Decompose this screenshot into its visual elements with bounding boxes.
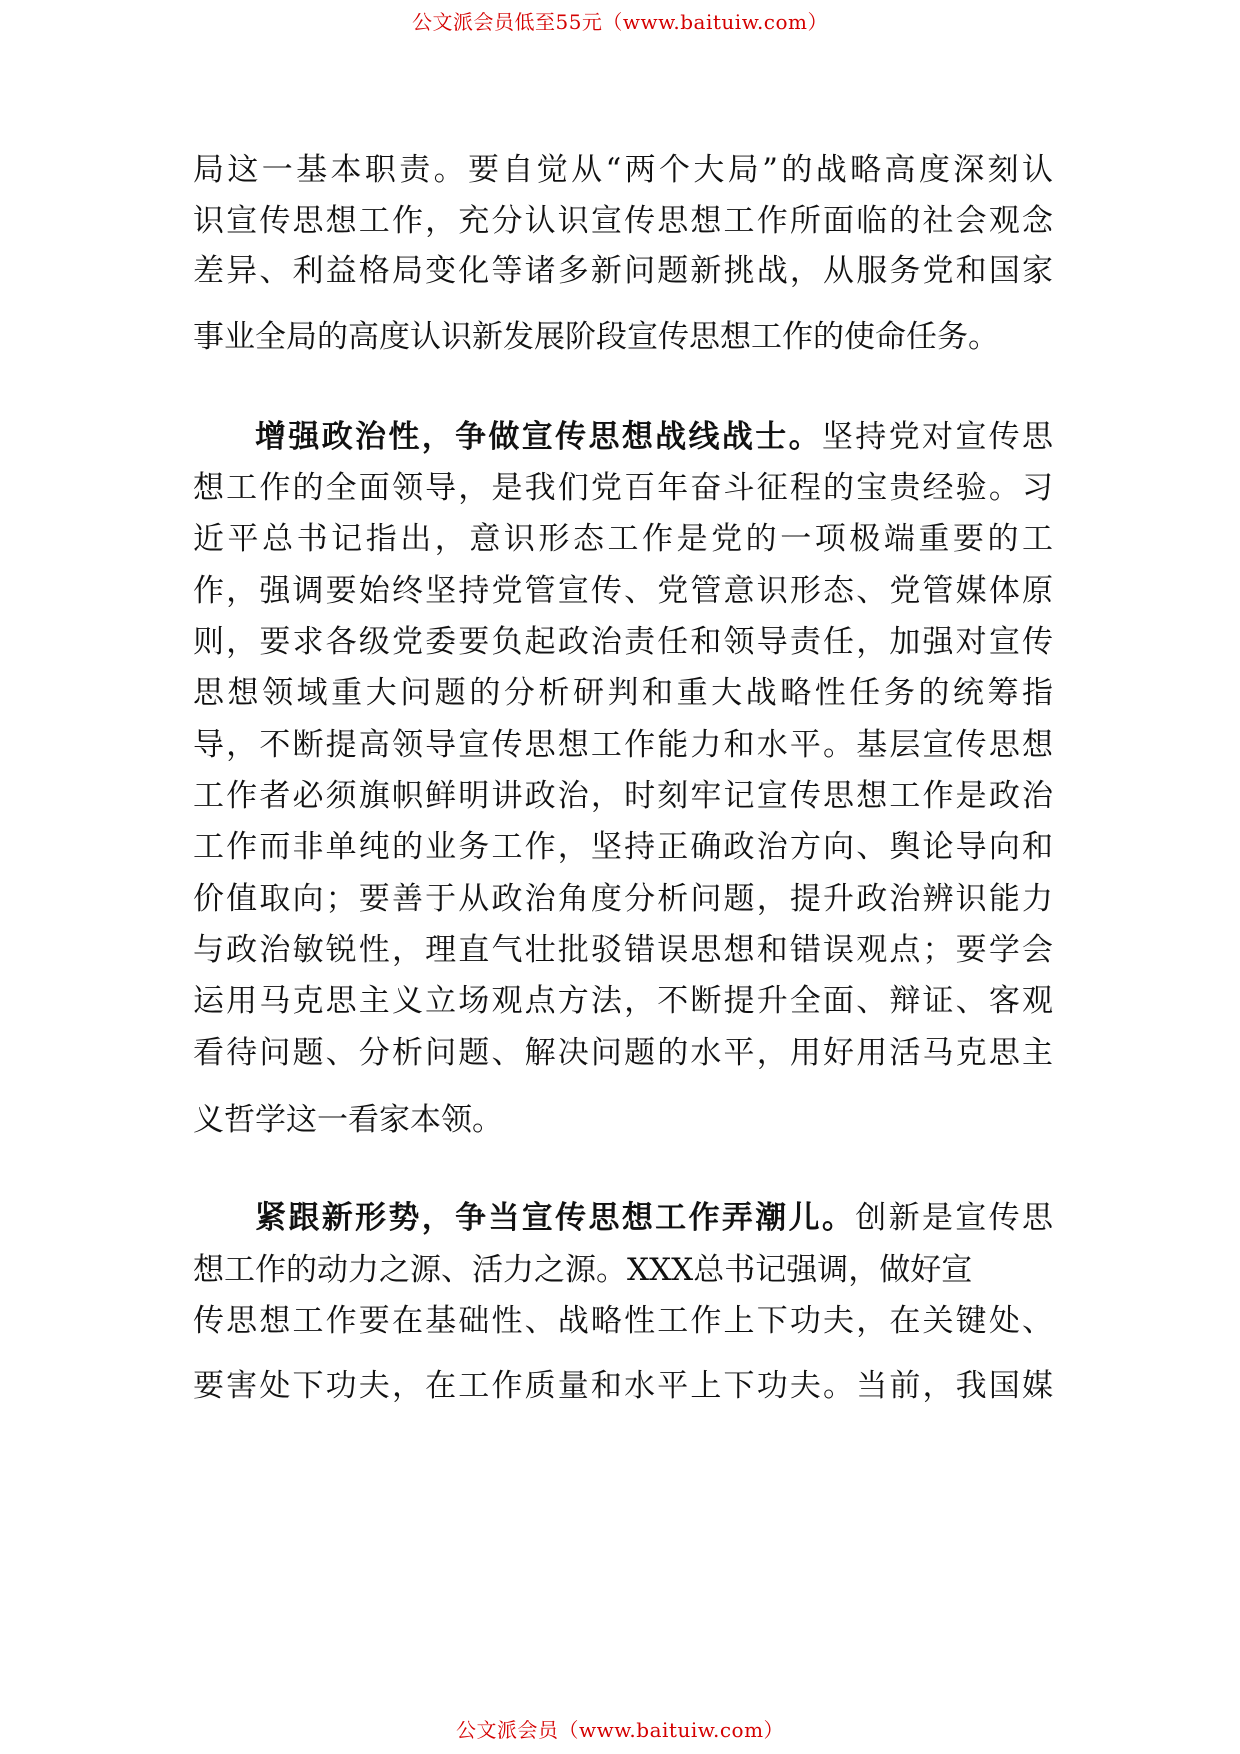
text-line: 工作而非单纯的业务工作，坚持正确政治方向、舆论导向和 bbox=[193, 829, 1053, 865]
text-line: 传思想工作要在基础性、战略性工作上下功夫，在关键处、 bbox=[193, 1303, 1053, 1339]
text-line: 义哲学这一看家本领。 bbox=[193, 1102, 503, 1138]
text-line: 工作者必须旗帜鲜明讲政治，时刻牢记宣传思想工作是政治 bbox=[193, 778, 1053, 814]
text-line: 价值取向；要善于从政治角度分析问题，提升政治辨识能力 bbox=[193, 881, 1053, 917]
text-line: 局这一基本职责。要自觉从“两个大局”的战略高度深刻认 bbox=[193, 152, 1053, 188]
text-line: 创新是宣传思 bbox=[855, 1200, 1054, 1236]
header-banner: 公文派会员低至55元（www.baituiw.com） bbox=[411, 10, 829, 34]
paragraph-heading: 增强政治性，争做宣传思想战线战士。 bbox=[255, 419, 822, 455]
footer-banner: 公文派会员（www.baituiw.com） bbox=[455, 1718, 785, 1742]
text-line: 看待问题、分析问题、解决问题的水平，用好用活马克思主 bbox=[193, 1035, 1053, 1071]
text-line: 则，要求各级党委要负起政治责任和领导责任，加强对宣传 bbox=[193, 624, 1053, 660]
text-line: 作，强调要始终坚持党管宣传、党管意识形态、党管媒体原 bbox=[193, 573, 1053, 609]
text-line: 事业全局的高度认识新发展阶段宣传思想工作的使命任务。 bbox=[193, 319, 999, 355]
text-line: 思想领域重大问题的分析研判和重大战略性任务的统筹指 bbox=[193, 675, 1053, 711]
text-line: 想工作的全面领导，是我们党百年奋斗征程的宝贵经验。习 bbox=[193, 470, 1053, 506]
paragraph-first-line bbox=[255, 417, 1053, 457]
text-line: 与政治敏锐性，理直气壮批驳错误思想和错误观点；要学会 bbox=[193, 932, 1053, 968]
paragraph-heading: 紧跟新形势，争当宣传思想工作弄潮儿。 bbox=[255, 1200, 856, 1236]
text-line: 导，不断提高领导宣传思想工作能力和水平。基层宣传思想 bbox=[193, 727, 1053, 763]
text-line: 要害处下功夫，在工作质量和水平上下功夫。当前，我国媒 bbox=[193, 1368, 1053, 1404]
text-line: 坚持党对宣传思 bbox=[821, 419, 1054, 455]
text-line: 识宣传思想工作，充分认识宣传思想工作所面临的社会观念 bbox=[193, 203, 1053, 239]
text-line: 差异、利益格局变化等诸多新问题新挑战，从服务党和国家 bbox=[193, 253, 1053, 289]
text-line: 近平总书记指出，意识形态工作是党的一项极端重要的工 bbox=[193, 521, 1053, 557]
text-line: 运用马克思主义立场观点方法，不断提升全面、辩证、客观 bbox=[193, 983, 1053, 1019]
text-line: 想工作的动力之源、活力之源。XXX总书记强调，做好宣 bbox=[193, 1252, 973, 1288]
paragraph-first-line bbox=[255, 1198, 1053, 1238]
